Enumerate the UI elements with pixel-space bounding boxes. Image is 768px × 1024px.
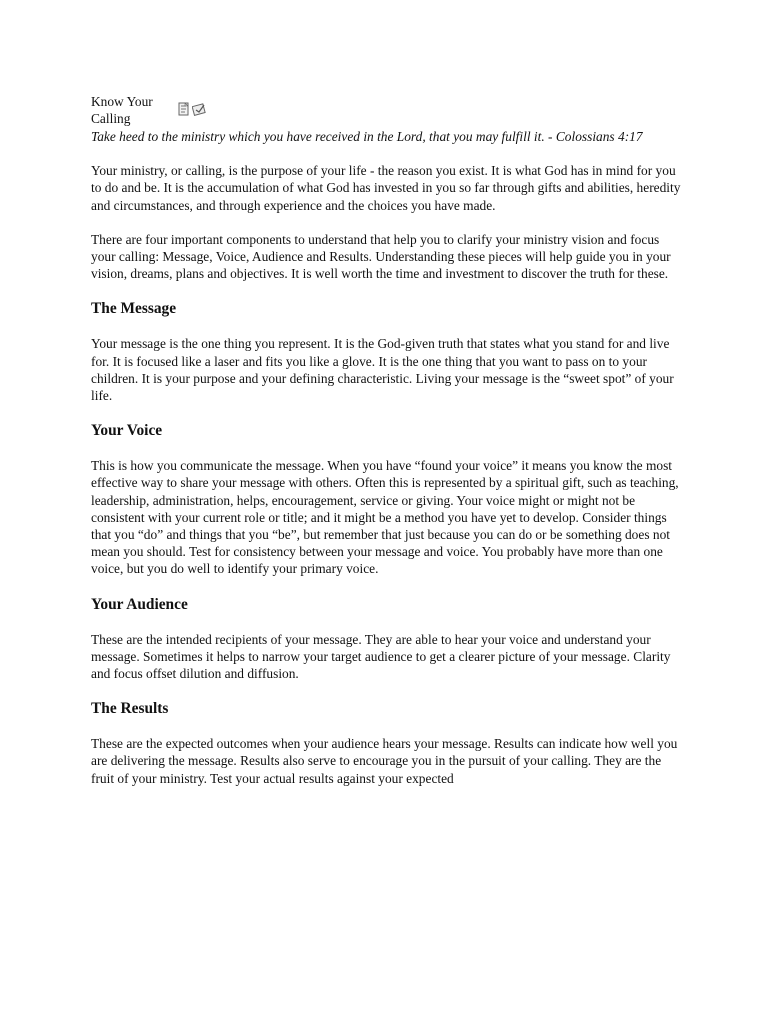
section-body-results: These are the expected outcomes when your audience hears your message. Results can indicate how well you are delivering the message. Results also serve to encourage you in the pursuit of your calling. They are the fruit of your ministry. Test your actual results against your expected (91, 736, 678, 786)
section-heading-audience: Your Audience (91, 595, 188, 613)
document-title: Know Your Calling (91, 94, 153, 126)
scripture-verse: Take heed to the ministry which you have received in the Lord, that you may fulfill it. - Colossians 4:17 (91, 129, 643, 144)
intro-paragraph-2: There are four important components to understand that help you to clarify your ministry vision and focus your calling: Message, Voice, Audience and Results. Understanding these pieces will help guide you in your vision, dreams, plans and objectives. It is well worth the time and investment to discover the truth for these. (91, 231, 671, 282)
section-body-voice: This is how you communicate the message. When you have “found your voice” it means you know the most effective way to share your message with others. Often this is represented by a spiritual gift, such as teaching, leadership, administration, helps, encouragement, service or giving. Your voice might or might not be consistent with your current role or title; and it might be a method you have yet to develop. Consider things that you “do” and things that you “be”, but remember that just because you can do or be something does not mean you should. Test for consistency between your message and voice. You probably have more than one voice, but you do well to identify your primary voice. (91, 458, 679, 577)
page-icon[interactable] (177, 102, 191, 116)
document-page (91, 93, 681, 787)
intro-paragraph-1: Your ministry, or calling, is the purpose of your life - the reason you exist. It is what God has in mind for you to do and be. It is the accumulation of what God has invested in you so far through gifts and abilities, heredity and circumstances, and through experience and the choices you have made. (91, 163, 681, 213)
title-icons (177, 102, 207, 116)
edit-icon[interactable] (192, 102, 206, 116)
section-heading-results: The Results (91, 700, 169, 718)
section-body-audience: These are the intended recipients of your message. They are able to hear your voice and understand your message. Sometimes it helps to narrow your target audience to get a clearer picture of your message. Clarity and focus offset dilution and diffusion. (91, 631, 671, 682)
section-heading-voice: Your Voice (91, 422, 163, 440)
section-body-message: Your message is the one thing you represent. It is the God-given truth that states what you stand for and live for. It is focused like a laser and fits you like a glove. It is the one thing that you want to pass on to your children. It is your purpose and your defining characteristic. Living your message is the “sweet spot” of your life. (91, 336, 674, 404)
section-heading-message: The Message (91, 300, 177, 318)
title-row (91, 93, 681, 127)
